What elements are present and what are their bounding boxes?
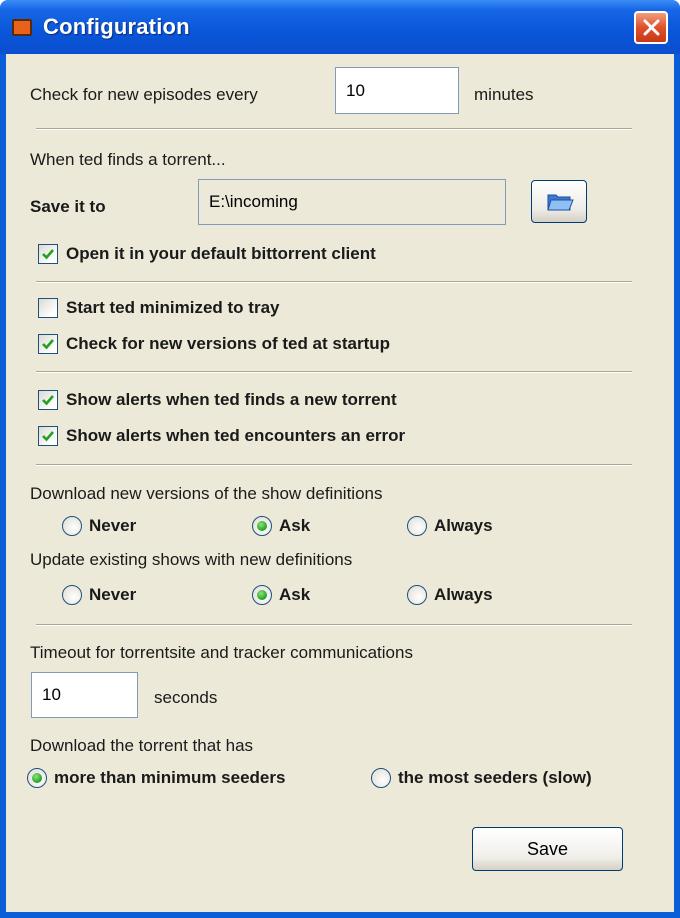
check-versions-checkbox[interactable] (38, 334, 58, 354)
divider (36, 464, 632, 466)
window-title: Configuration (43, 14, 190, 39)
seeders-min-radio[interactable] (27, 768, 47, 788)
radio-selected-dot (257, 521, 267, 531)
check-interval-input[interactable]: 10 (335, 67, 459, 114)
update-always-radio[interactable] (407, 585, 427, 605)
check-icon (41, 429, 55, 443)
download-ask-label: Ask (279, 516, 311, 535)
seeders-most-label: the most seeders (slow) (398, 768, 592, 787)
seeders-min-label: more than minimum seeders (54, 768, 286, 787)
download-always-label: Always (434, 516, 493, 535)
update-never-radio[interactable] (62, 585, 82, 605)
browse-folder-button[interactable] (531, 180, 587, 223)
download-always-radio[interactable] (407, 516, 427, 536)
start-minimized-checkbox[interactable] (38, 298, 58, 318)
divider (36, 624, 632, 626)
alert-error-label: Show alerts when ted encounters an error (66, 426, 406, 445)
timeout-label: Timeout for torrentsite and tracker communications (30, 643, 413, 662)
check-interval-unit: minutes (474, 85, 534, 104)
update-definitions-label: Update existing shows with new definitions (30, 550, 353, 569)
open-client-checkbox[interactable] (38, 244, 58, 264)
download-never-label: Never (89, 516, 137, 535)
seeders-most-radio[interactable] (371, 768, 391, 788)
close-icon (643, 19, 660, 36)
check-icon (41, 337, 55, 351)
alert-new-torrent-checkbox[interactable] (38, 390, 58, 410)
check-icon (41, 247, 55, 261)
alert-error-checkbox[interactable] (38, 426, 58, 446)
check-icon (41, 393, 55, 407)
close-button[interactable] (634, 11, 668, 44)
divider (36, 371, 632, 373)
check-interval-label: Check for new episodes every (30, 85, 258, 104)
update-ask-label: Ask (279, 585, 311, 604)
divider (36, 281, 632, 283)
folder-open-icon (546, 191, 574, 213)
timeout-input[interactable]: 10 (31, 672, 138, 718)
app-icon (12, 19, 32, 36)
seeders-label: Download the torrent that has (30, 736, 254, 755)
title-bar[interactable] (0, 0, 680, 54)
start-minimized-label: Start ted minimized to tray (66, 298, 280, 317)
save-button[interactable]: Save (472, 827, 623, 871)
radio-selected-dot (32, 773, 42, 783)
torrent-section-heading: When ted finds a torrent... (30, 150, 226, 169)
check-versions-label: Check for new versions of ted at startup (66, 334, 391, 353)
download-definitions-label: Download new versions of the show definitions (30, 484, 383, 503)
update-never-label: Never (89, 585, 137, 604)
open-client-label: Open it in your default bittorrent client (66, 244, 376, 263)
divider (36, 128, 632, 130)
download-never-radio[interactable] (62, 516, 82, 536)
alert-new-torrent-label: Show alerts when ted finds a new torrent (66, 390, 397, 409)
update-always-label: Always (434, 585, 493, 604)
timeout-unit: seconds (154, 688, 218, 707)
radio-selected-dot (257, 590, 267, 600)
download-ask-radio[interactable] (252, 516, 272, 536)
save-path-field[interactable]: E:\incoming (198, 179, 506, 225)
update-ask-radio[interactable] (252, 585, 272, 605)
save-to-label: Save it to (30, 197, 106, 216)
